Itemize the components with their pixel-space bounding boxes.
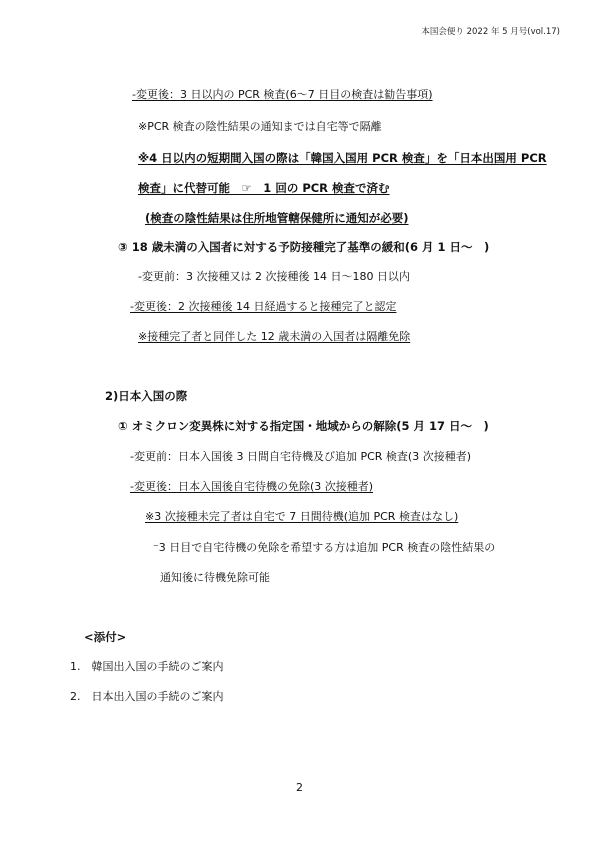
page-number: 2 (296, 781, 303, 794)
note-short-stay-line-2: 検査」に代替可能 ☞ 1 回の PCR 検査で済む (138, 181, 390, 195)
item-3-before: -変更前：3 次接種又は 2 次接種後 14 日～180 日以内 (138, 270, 410, 283)
item-1-subnote-line-2: 通知後に待機免除可能 (160, 571, 270, 584)
item-3-note: ※接種完了者と同伴した 12 歳未満の入国者は隔離免除 (138, 330, 411, 343)
after-3day-pcr: -変更後：3 日以内の PCR 検査(6～7 日目の検査は勧告事項) (132, 88, 433, 101)
attachment-item-1: 1. 韓国出入国の手続のご案内 (70, 660, 224, 673)
item-3-after: -変更後：2 次接種後 14 日経過すると接種完了と認定 (130, 300, 397, 313)
attachments-heading: <添付> (84, 630, 127, 644)
newsletter-header: 本国会便り 2022 年 5 月号(vol.17) (421, 27, 560, 37)
item-1-after: -変更後：日本入国後自宅待機の免除(3 次接種者) (130, 480, 374, 493)
item-1-subnote-line-1: ⁻3 日目で自宅待機の免除を希望する方は追加 PCR 検査の陰性結果の (153, 541, 496, 554)
item-1-heading: ① オミクロン変異株に対する指定国・地域からの解除(5 月 17 日～ ) (118, 419, 489, 433)
item-3-heading: ③ 18 歳未満の入国者に対する予防接種完了基準の緩和(6 月 1 日～ ) (118, 240, 490, 254)
section-2-heading: 2)日本入国の際 (105, 389, 188, 403)
note-notify-health-center: (検査の陰性結果は住所地管轄保健所に通知が必要) (145, 211, 409, 225)
note-short-stay-line-1: ※4 日以内の短期間入国の際は「韓国入国用 PCR 検査」を「日本出国用 PCR (138, 151, 547, 165)
item-1-note: ※3 次接種未完了者は自宅で 7 日間待機(追加 PCR 検査はなし) (145, 510, 459, 523)
item-1-before: -変更前：日本入国後 3 日間自宅待機及び追加 PCR 検査(3 次接種者) (130, 450, 471, 463)
attachment-item-2: 2. 日本出入国の手続のご案内 (70, 690, 224, 703)
note-home-isolation: ※PCR 検査の陰性結果の通知までは自宅等で隔離 (138, 120, 382, 133)
